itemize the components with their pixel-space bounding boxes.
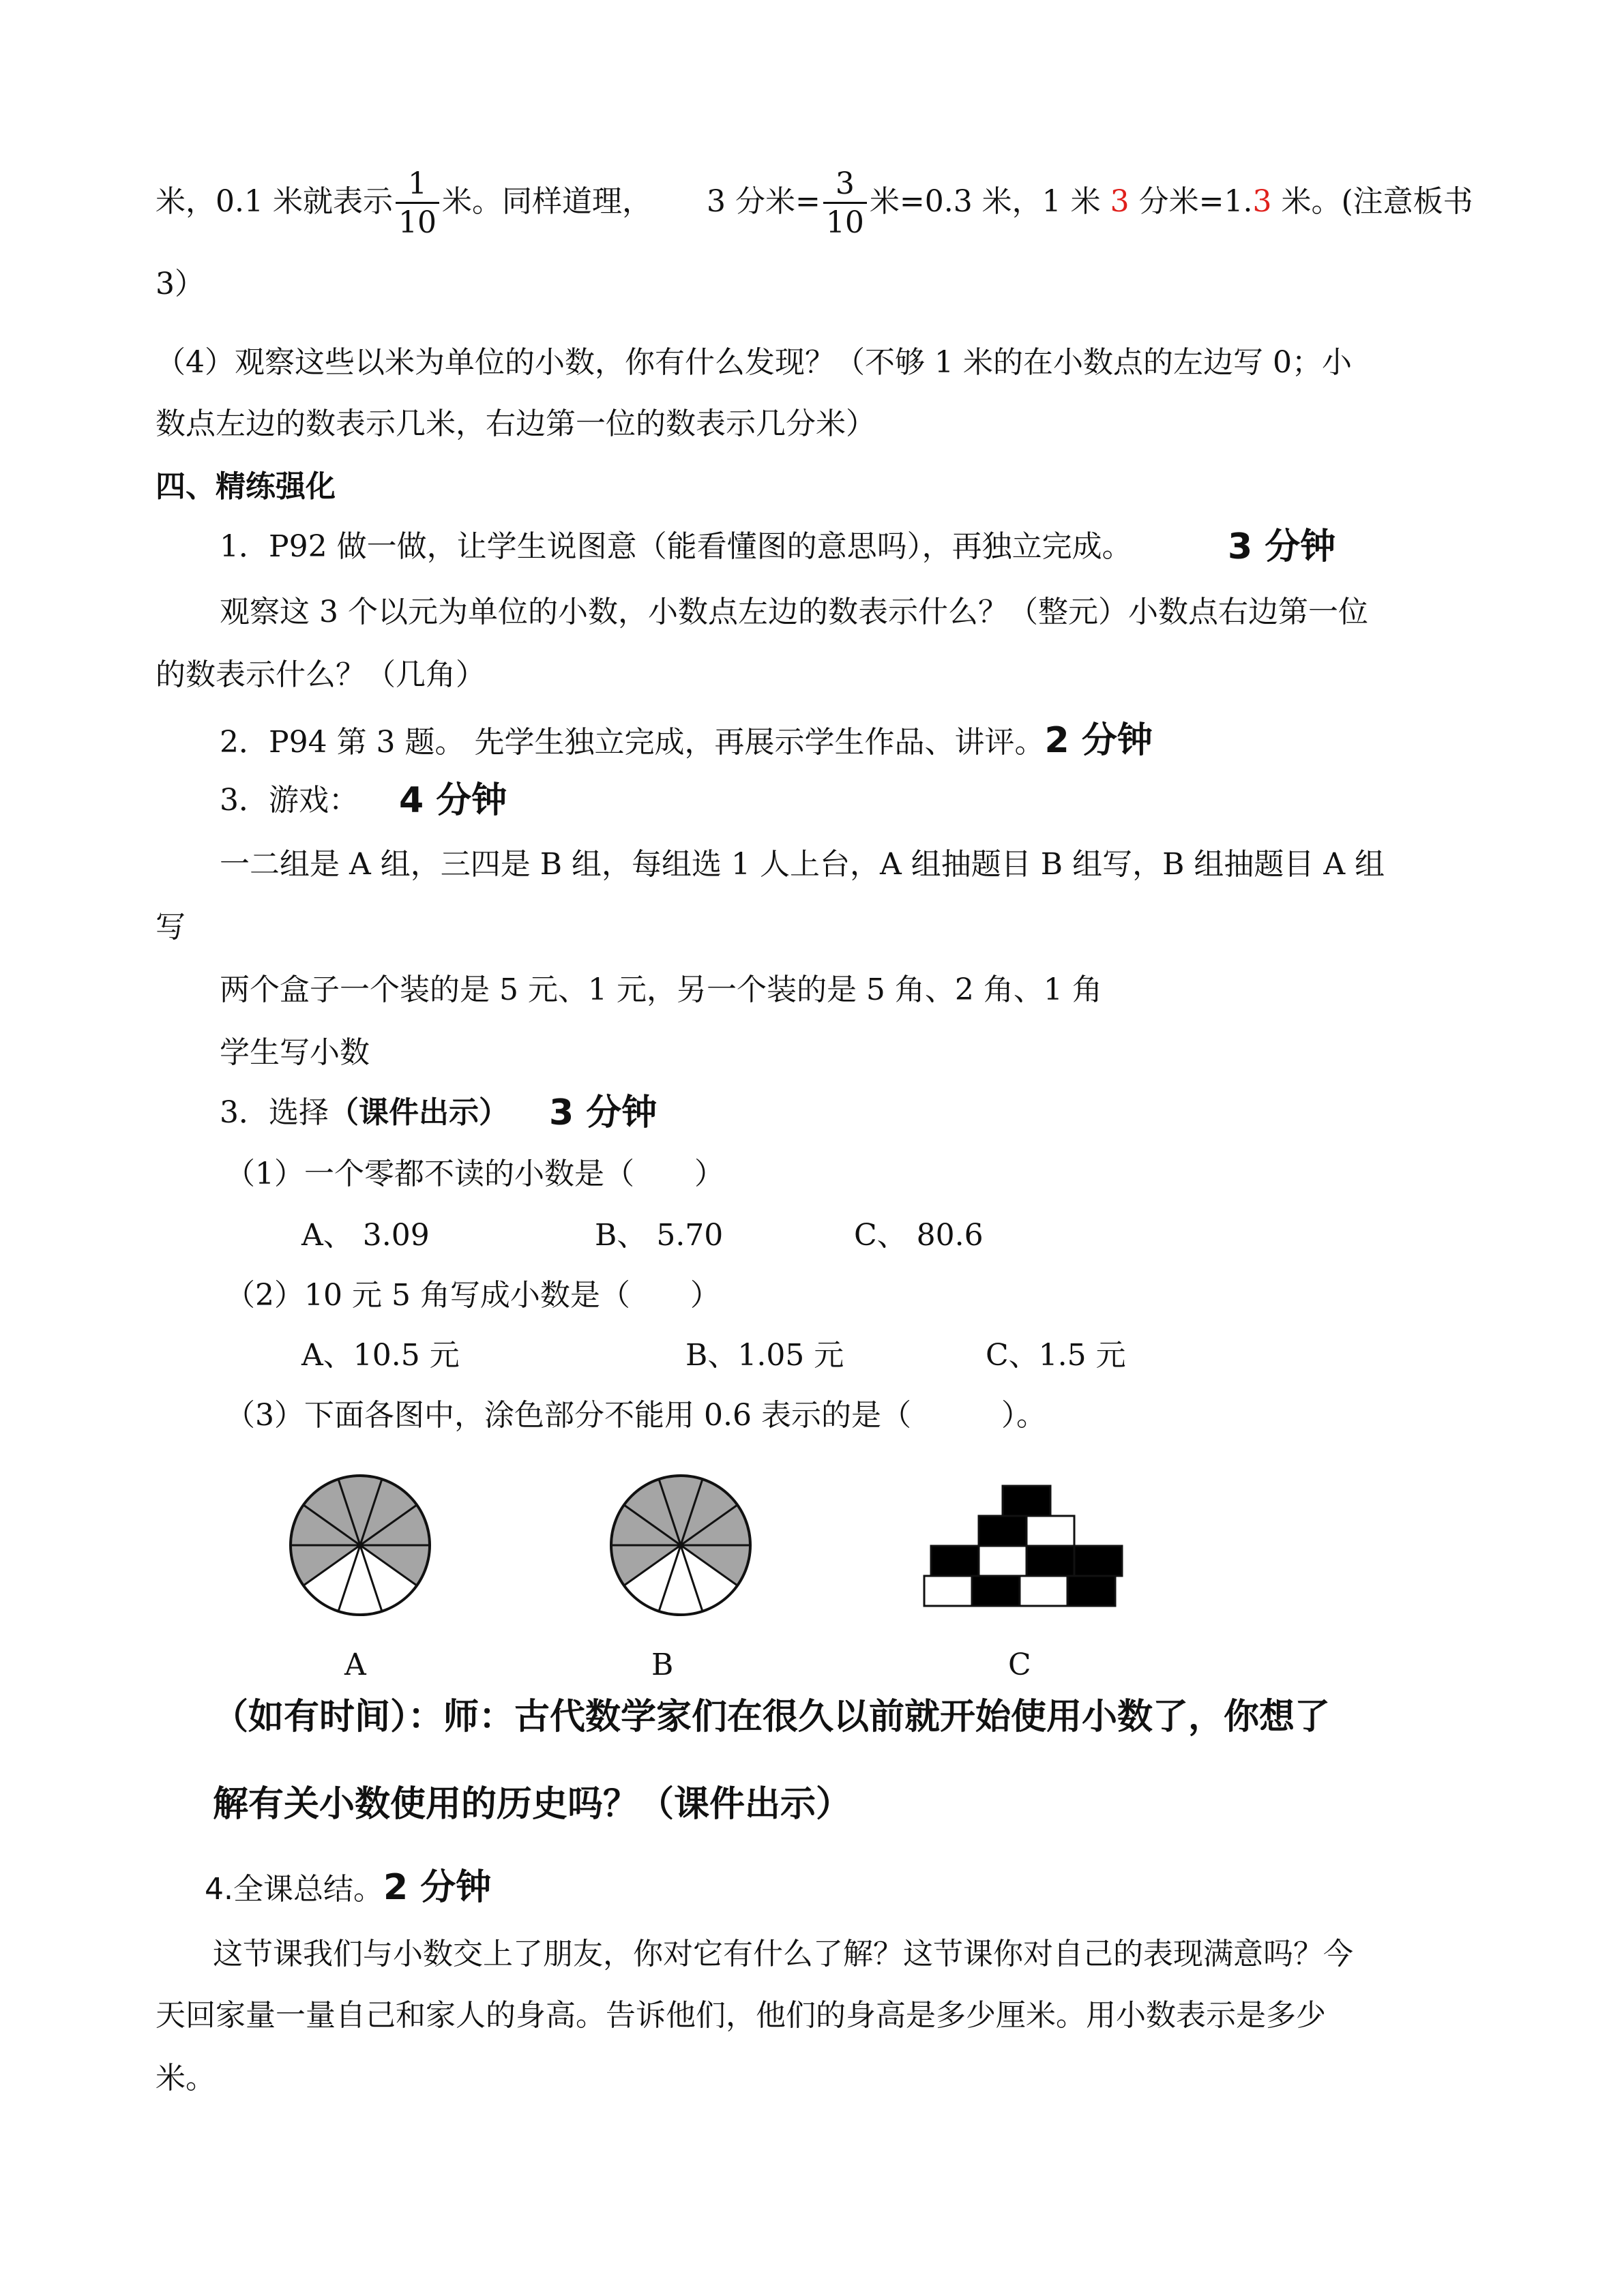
question-2-option-a: A、10.5 元 <box>301 1338 460 1373</box>
history-line-2: 解有关小数使用的历史吗？（课件出示） <box>213 1784 852 1825</box>
highlight-digit: 3 <box>1110 184 1130 219</box>
figure-label-c: C <box>1008 1648 1031 1682</box>
question-1-option-b: B、 5.70 <box>595 1218 724 1253</box>
game-rules-2: 写 <box>156 910 186 944</box>
text: 2．P94 第 3 题。 先学生独立完成，再展示学生作品、讲评。 <box>220 725 1045 760</box>
game-rules-1: 一二组是 A 组，三四是 B 组，每组选 1 人上台，A 组抽题目 B 组写，B 组抽题目 A 组 <box>220 847 1385 882</box>
question-2-option-b: B、1.05 元 <box>685 1338 844 1373</box>
observation-line-1: （4）观察这些以米为单位的小数，你有什么发现？（不够 1 米的在小数点的左边写 0；小 <box>156 345 1352 380</box>
text: 米，0.1 米就表示 <box>156 184 393 219</box>
text: 分米=1. <box>1129 184 1253 219</box>
text: 米=0.3 米，1 米 <box>869 184 1110 219</box>
summary-heading <box>205 1867 492 1908</box>
summary-line-2: 天回家量一量自己和家人的身高。告诉他们，他们的身高是多少厘米。用小数表示是多少 <box>156 1998 1326 2033</box>
figure-c <box>917 1483 1136 1613</box>
time-badge: 2 分钟 <box>383 1867 492 1908</box>
fraction-one-tenth: $\frac{1}{10}$ <box>396 169 439 238</box>
item-1-question-2: 的数表示什么？（几角） <box>156 657 486 692</box>
summary-line-1: 这节课我们与小数交上了朋友，你对它有什么了解？这节课你对自己的表现满意吗？今 <box>213 1937 1353 1971</box>
item-3 <box>220 783 359 818</box>
choose-heading <box>220 1095 509 1130</box>
question-3: （3）下面各图中，涂色部分不能用 0.6 表示的是（ ）。 <box>225 1398 1046 1433</box>
intro-line-2: 3） <box>156 267 205 301</box>
question-1-option-a: A、 3.09 <box>301 1218 430 1253</box>
question-1: （1）一个零都不读的小数是（ ） <box>225 1157 724 1191</box>
text: 4.全课总结。 <box>205 1872 383 1907</box>
text: 米。同样道理， <box>441 184 652 219</box>
time-badge: 4 分钟 <box>399 780 507 821</box>
figure-b <box>600 1473 764 1623</box>
question-2: （2）10 元 5 角写成小数是（ ） <box>225 1278 720 1313</box>
figure-a <box>280 1473 443 1623</box>
item-1-question-1: 观察这 3 个以元为单位的小数，小数点左边的数表示什么？（整元）小数点右边第一位 <box>220 595 1368 629</box>
fraction-three-tenths: $\frac{3}{10}$ <box>823 169 867 238</box>
game-rules-4: 学生写小数 <box>220 1035 370 1070</box>
highlight-digit: 3 <box>1252 184 1272 219</box>
text: 米。(注意板书 <box>1271 184 1473 219</box>
text: （课件出示） <box>329 1095 509 1130</box>
game-rules-3: 两个盒子一个装的是 5 元、1 元，另一个装的是 5 角、2 角、1 角 <box>220 972 1102 1007</box>
summary-line-3: 米。 <box>156 2061 216 2096</box>
question-2-option-c: C、1.5 元 <box>986 1338 1126 1373</box>
item-1 <box>220 529 1132 564</box>
time-badge: 2 分钟 <box>1044 720 1153 761</box>
intro-line-1 <box>156 166 652 240</box>
figure-label-a: A <box>344 1648 366 1682</box>
history-line-1: （如有时间）：师：古代数学家们在很久以前就开始使用小数了，你想了 <box>213 1697 1331 1738</box>
text: 3 分米= <box>707 184 821 219</box>
question-1-option-c: C、 80.6 <box>854 1218 984 1253</box>
section-title: 四、精练强化 <box>156 469 336 504</box>
intro-line-1b <box>707 166 1473 240</box>
text: 3．游戏： <box>220 783 359 818</box>
text: 3．选择 <box>220 1095 329 1130</box>
observation-line-2: 数点左边的数表示几米，右边第一位的数表示几分米） <box>156 406 876 441</box>
time-badge: 3 分钟 <box>1228 526 1336 567</box>
item-2 <box>220 720 1153 761</box>
text: 1．P92 做一做，让学生说图意（能看懂图的意思吗），再独立完成。 <box>220 529 1132 564</box>
time-badge: 3 分钟 <box>549 1092 658 1133</box>
figure-label-b: B <box>651 1648 674 1682</box>
